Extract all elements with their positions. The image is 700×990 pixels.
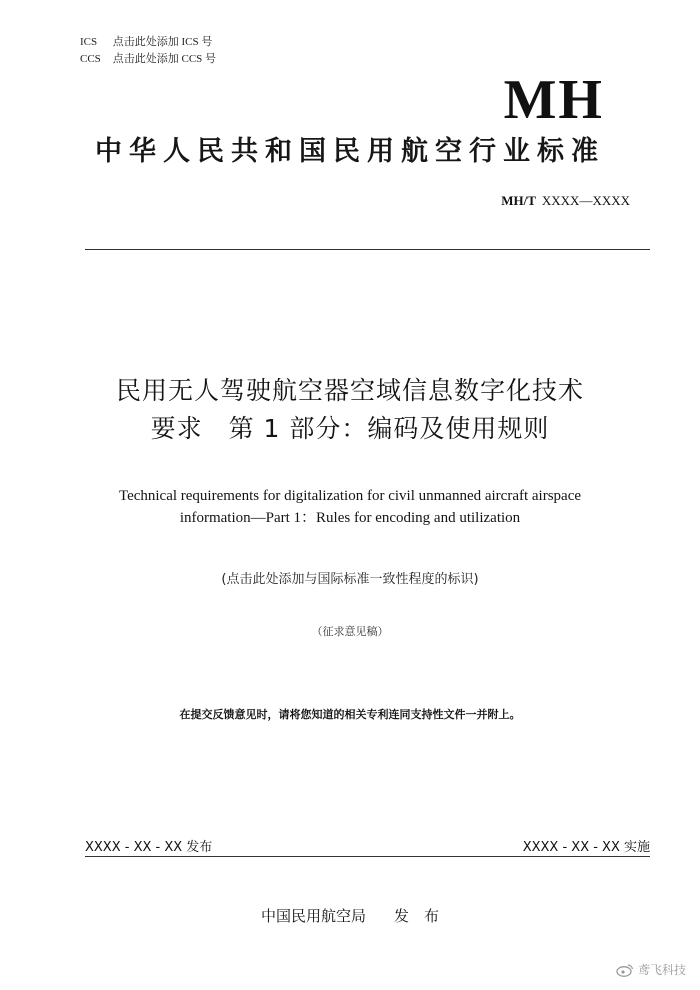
standard-number: [501, 193, 630, 209]
standard-prefix: MH/T: [501, 193, 536, 208]
ics-value[interactable]: 点击此处添加 ICS 号: [112, 36, 213, 48]
implement-date: XXXX - XX - XX 实施: [522, 840, 650, 855]
header-divider: [85, 249, 650, 250]
consistency-marker[interactable]: (点击此处添加与国际标准一致性程度的标识): [221, 572, 479, 587]
watermark: [616, 961, 686, 978]
ics-label: ICS: [80, 36, 98, 48]
ccs-row: [80, 51, 216, 68]
standard-code: XXXX—XXXX: [541, 193, 630, 208]
classification-codes: [80, 34, 216, 68]
mh-logo: MH: [503, 69, 604, 131]
draft-label: （征求意见稿）: [311, 625, 389, 638]
footer-divider: [85, 856, 650, 857]
watermark-text: 鸢飞科技: [637, 963, 686, 977]
issuer-line: [0, 905, 700, 926]
title-en-line-2: information—Part 1：Rules for encoding and utilization: [179, 510, 521, 526]
publish-date: XXXX - XX - XX 发布: [85, 840, 213, 855]
ccs-label: CCS: [80, 53, 101, 65]
ics-row: [80, 34, 216, 51]
standard-category: 中华人民共和国民用航空行业标准: [95, 136, 605, 167]
title-english: [0, 485, 700, 529]
weibo-icon: [616, 963, 634, 977]
issuer-org: 中国民用航空局: [260, 907, 366, 925]
title-cn-line-1: 民用无人驾驶航空器空域信息数字化技术: [115, 376, 584, 405]
title-en-line-1: Technical requirements for digitalization for civil unmanned aircraft airspace: [118, 488, 582, 504]
ccs-value[interactable]: 点击此处添加 CCS 号: [112, 53, 217, 65]
title-chinese: [0, 372, 700, 448]
issuer-action: 发 布: [394, 907, 440, 925]
patent-note: 在提交反馈意见时，请将您知道的相关专利连同支持性文件一并附上。: [179, 708, 521, 721]
title-cn-line-2: 要求 第 1 部分：编码及使用规则: [150, 414, 550, 443]
